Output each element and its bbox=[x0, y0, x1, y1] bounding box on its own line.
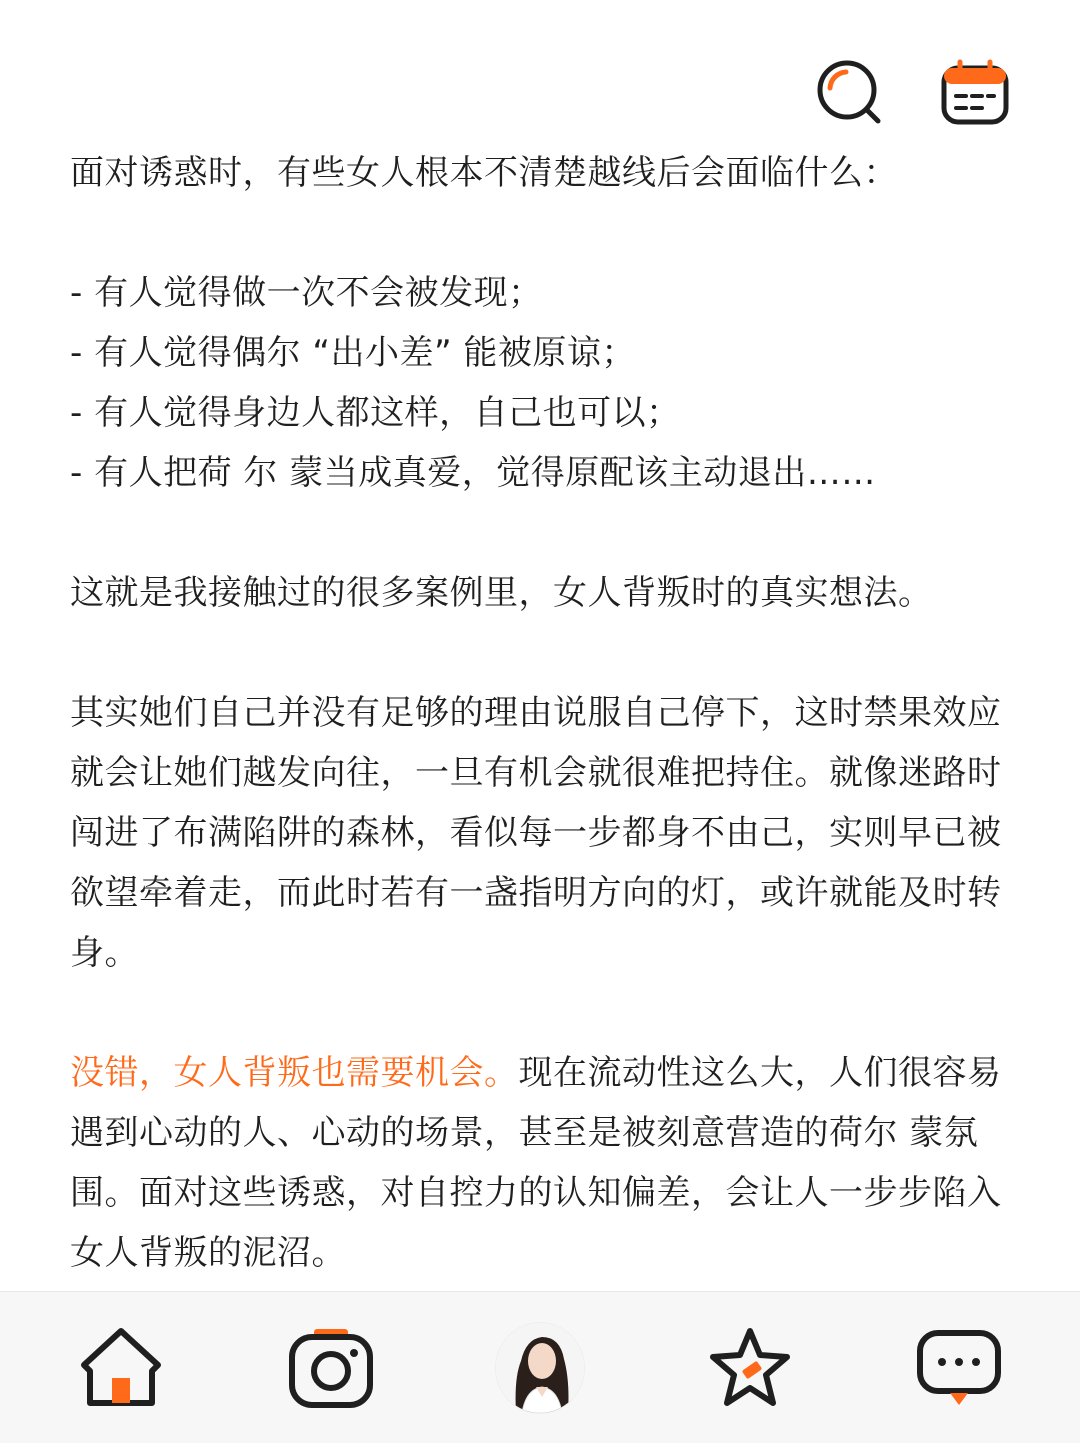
star-icon bbox=[705, 1323, 795, 1413]
tab-camera[interactable] bbox=[286, 1323, 376, 1413]
bullet-item: - 有人觉得身边人都这样，自己也可以； bbox=[70, 393, 681, 433]
article-body bbox=[70, 143, 1015, 1283]
tab-messages[interactable] bbox=[914, 1323, 1004, 1413]
bottom-tab-bar bbox=[0, 1291, 1080, 1443]
bullet-item: - 有人把荷 尔 蒙当成真爱，觉得原配该主动退出…… bbox=[70, 453, 876, 493]
top-toolbar bbox=[816, 58, 1010, 128]
paragraph-text: 现在流动性这么大，人们很容易遇到心动的人、心动的场景，甚至是被刻意营造的荷尔 蒙氛围。面对这些诱惑，对自控力的认知偏差，会让人一步步陷入女人背叛的泥沼。 bbox=[70, 1053, 1002, 1273]
intro-text: 面对诱惑时，有些女人根本不清楚越线后会面临什么： bbox=[70, 153, 898, 193]
paragraph: 这就是我接触过的很多案例里，女人背叛时的真实想法。 bbox=[70, 573, 933, 613]
tab-favorites[interactable] bbox=[705, 1323, 795, 1413]
home-icon bbox=[76, 1323, 166, 1413]
search-icon[interactable] bbox=[816, 58, 886, 128]
avatar-picture bbox=[496, 1323, 585, 1413]
camera-icon bbox=[286, 1323, 376, 1413]
tab-home[interactable] bbox=[76, 1323, 166, 1413]
calendar-icon[interactable] bbox=[940, 58, 1010, 128]
highlight-text: 没错，女人背叛也需要机会。 bbox=[70, 1053, 519, 1093]
paragraph bbox=[70, 1043, 1015, 1283]
paragraph: 其实她们自己并没有足够的理由说服自己停下，这时禁果效应就会让她们越发向往，一旦有机会就很难把持住。就像迷路时闯进了布满陷阱的森林，看似每一步都身不由己，实则早已被欲望牵着走，而此时若有一盏指明方向的灯，或许就能及时转身。 bbox=[70, 693, 1002, 973]
tab-profile[interactable] bbox=[495, 1323, 585, 1413]
avatar bbox=[495, 1322, 585, 1414]
message-icon bbox=[914, 1323, 1004, 1413]
bullet-item: - 有人觉得做一次不会被发现； bbox=[70, 273, 543, 313]
bullet-item: - 有人觉得偶尔 “出小差” 能被原谅； bbox=[70, 333, 636, 373]
